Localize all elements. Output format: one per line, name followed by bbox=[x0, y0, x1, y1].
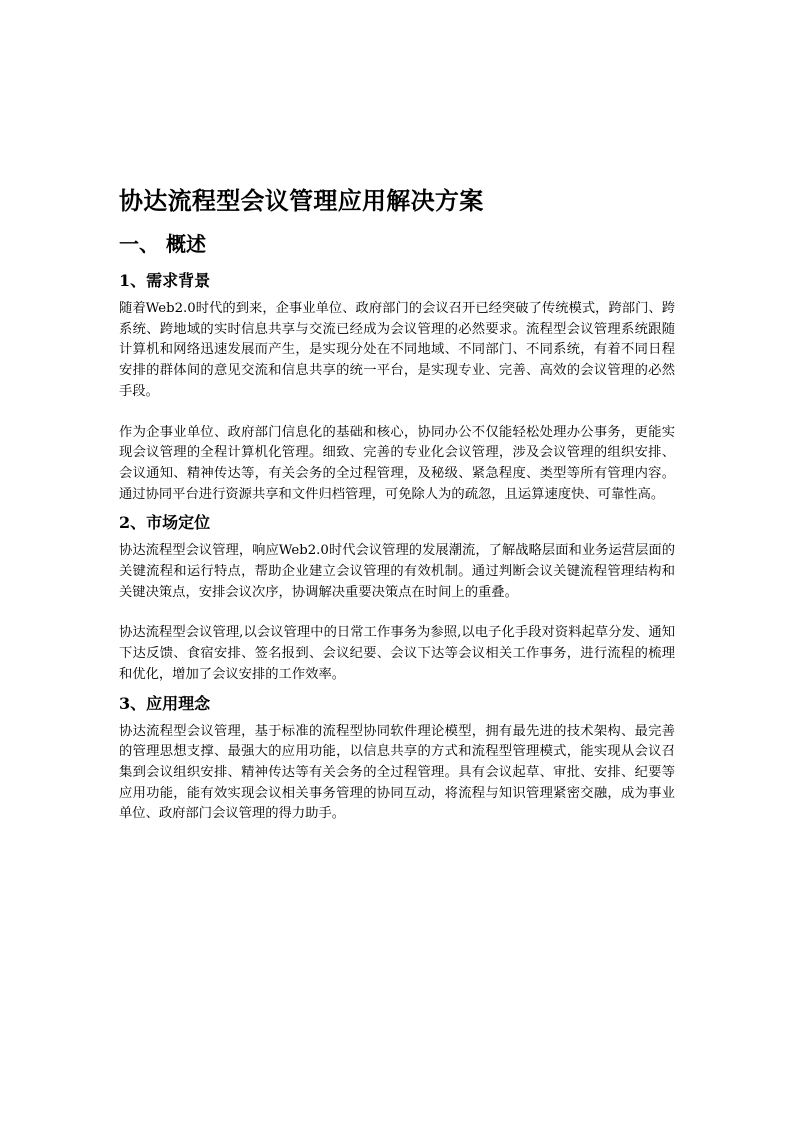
subsection-heading-market-position: 2、市场定位 bbox=[119, 513, 211, 533]
paragraph-spacer bbox=[119, 603, 675, 623]
subsection-heading-background: 1、需求背景 bbox=[119, 271, 211, 290]
paragraph-spacer bbox=[119, 403, 675, 423]
document-title: 协达流程型会议管理应用解决方案 bbox=[119, 186, 484, 215]
paragraph-background-2: 作为企事业单位、政府部门信息化的基础和核心，协同办公不仅能轻松处理办公事务，更能实现会议管理的全程计算机化管理。细致、完善的专业化会议管理，涉及会议管理的组织安排、会议通知、精神传达等，有关会务的全过程管理，及秘级、紧急程度、类型等所有管理内容。通过协同平台进行资源共享和文件归档管理，可免除人为的疏忽，且运算速度快、可靠性高。 bbox=[119, 424, 675, 502]
paragraph-market-2: 协达流程型会议管理,以会议管理中的日常工作事务为参照,以电子化手段对资料起草分发、通知下达反馈、食宿安排、签名报到、会议纪要、会议下达等会议相关工作事务，进行流程的梳理和优化，增加了会议安排的工作效率。 bbox=[119, 625, 675, 682]
document-page bbox=[119, 183, 675, 825]
paragraph-market-1: 协达流程型会议管理，响应Web2.0时代会议管理的发展潮流，了解战略层面和业务运营层面的关键流程和运行特点，帮助企业建立会议管理的有效机制。通过判断会议关键流程管理结构和关键决策点，安排会议次序，协调解决重要决策点在时间上的重叠。 bbox=[119, 543, 675, 600]
subsection-heading-application-concept: 3、应用理念 bbox=[119, 693, 211, 713]
paragraph-concept-1: 协达流程型会议管理，基于标准的流程型协同软件理论模型，拥有最先进的技术架构、最完善的管理思想支撑、最强大的应用功能，以信息共享的方式和流程型管理模式，能实现从会议召集到会议组织安排、精神传达等有关会务的全过程管理。具有会议起草、审批、安排、纪要等应用功能，能有效实现会议相关事务管理的协同互动，将流程与知识管理紧密交融，成为事业单位、政府部门会议管理的得力助手。 bbox=[119, 723, 675, 822]
paragraph-background-1: 随着Web2.0时代的到来，企事业单位、政府部门的会议召开已经突破了传统模式，跨部门、跨系统、跨地域的实时信息共享与交流已经成为会议管理的必然要求。流程型会议管理系统跟随计算机和网络迅速发展而产生，是实现分处在不同地域、不同部门、不同系统，有着不同日程安排的群体间的意见交流和信息共享的统一平台，是实现专业、完善、高效的会议管理的必然手段。 bbox=[119, 301, 675, 399]
section-heading-overview: 一、 概述 bbox=[119, 232, 206, 256]
